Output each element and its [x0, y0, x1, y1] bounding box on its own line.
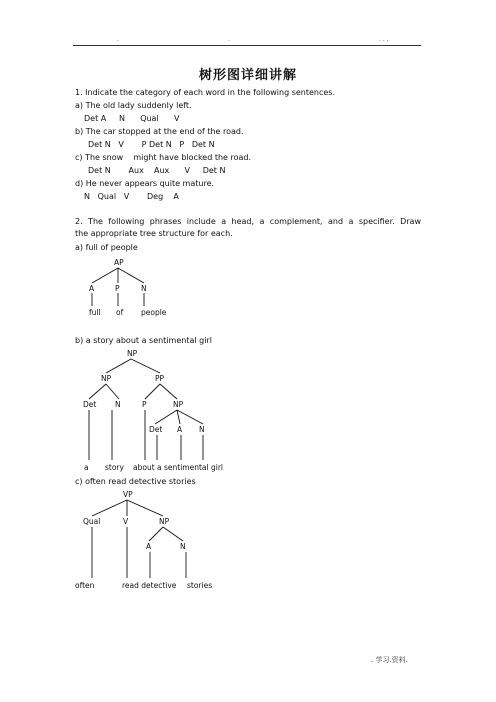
- q1-tags-c: Det N Aux Aux V Det N: [88, 166, 226, 175]
- footer-note: . 学习.资料.: [371, 656, 408, 664]
- q1-sentence-c: c) The snow might have blocked the road.: [75, 153, 252, 162]
- tree-b-node-det: Det: [83, 400, 97, 409]
- tree-b-node-p: P: [142, 400, 147, 409]
- tree-c-caption: c) often read detective stories: [75, 477, 196, 486]
- tree-b-node-np-root: NP: [127, 349, 138, 358]
- tree-c-node-qual: Qual: [83, 517, 101, 526]
- tree-c-word-read-detective: read detective: [122, 581, 177, 590]
- tree-a-caption: a) full of people: [75, 243, 138, 252]
- q1-sentence-a: a) The old lady suddenly left.: [75, 101, 192, 110]
- q1-prompt: 1. Indicate the category of each word in the following sentences.: [75, 88, 336, 97]
- tree-b-word-a: a: [84, 463, 89, 472]
- tree-b-node-a: A: [177, 425, 183, 434]
- q1-sentence-d: d) He never appears quite mature.: [75, 179, 215, 188]
- tree-a-node-ap: AP: [114, 258, 124, 267]
- tree-b-word-rest: about a sentimental girl: [133, 463, 223, 472]
- tree-c-word-often: often: [75, 581, 95, 590]
- header-dot-left: .: [117, 36, 119, 43]
- header-rule: [73, 45, 421, 46]
- tree-c-node-a: A: [146, 542, 152, 551]
- tree-c-node-np: NP: [159, 517, 170, 526]
- tree-c-node-vp: VP: [123, 490, 133, 499]
- tree-b-caption: b) a story about a sentimental girl: [75, 336, 212, 345]
- tree-a-word-full: full: [89, 308, 101, 317]
- tree-b-node-n2: N: [199, 425, 205, 434]
- q1-sentence-b: b) The car stopped at the end of the road.: [75, 127, 244, 136]
- tree-b-node-np: NP: [101, 374, 112, 383]
- header-dot-mid: .: [228, 36, 230, 43]
- tree-b-node-n: N: [115, 400, 121, 409]
- tree-a-node-n: N: [141, 284, 147, 293]
- q2-prompt: 2. The following phrases include a head, a complement, and a specifier. Draw the appropriate tree structure for each.: [75, 217, 427, 238]
- tree-b-node-np2: NP: [173, 400, 184, 409]
- q1-tags-d: N Qual V Deg A: [84, 192, 179, 201]
- page-title: 树形图详细讲解: [198, 68, 297, 83]
- tree-b-word-story: story: [105, 463, 124, 472]
- header-dots-right: . . .: [379, 36, 389, 43]
- q1-tags-b: Det N V P Det N P Det N: [88, 140, 215, 149]
- tree-c-node-n: N: [180, 542, 186, 551]
- tree-a-node-a: A: [89, 284, 95, 293]
- tree-c-word-stories: stories: [187, 581, 213, 590]
- tree-a-node-p: P: [115, 284, 120, 293]
- tree-a-word-people: people: [141, 308, 167, 317]
- q1-tags-a: Det A N Qual V: [84, 114, 180, 123]
- tree-c-node-v: V: [123, 517, 129, 526]
- tree-a-word-of: of: [116, 308, 124, 317]
- tree-b-node-pp: PP: [155, 374, 165, 383]
- tree-b-node-det2: Det: [149, 425, 163, 434]
